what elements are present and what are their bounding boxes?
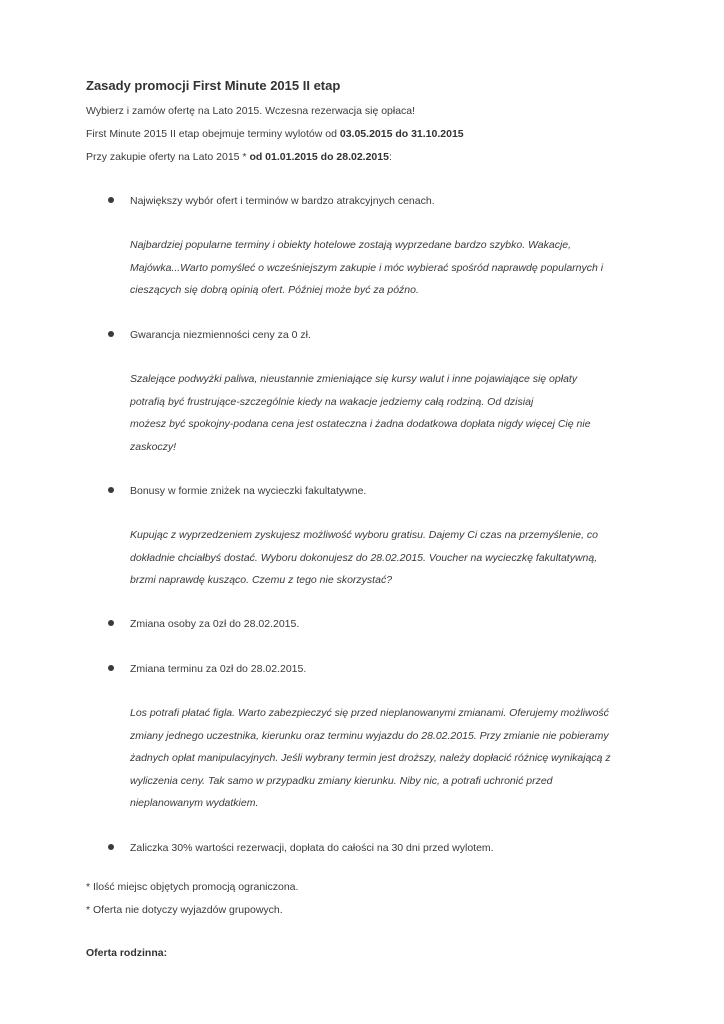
bullet-icon [108, 844, 114, 850]
bullet-item-2-description [130, 368, 650, 458]
description-line: Kupując z wyprzedzeniem zyskujesz możliwość wyboru gratisu. Dajemy Ci czas na przemyślenie, co [130, 529, 599, 541]
description-line: brzmi naprawdę kusząco. Czemu z tego nie skorzystać? [130, 574, 393, 586]
description-line: Majówka...Warto pomyśleć o wcześniejszym zakupie i móc wybierać spośród naprawdę popularnych i [130, 261, 604, 274]
bullet-icon [108, 665, 114, 671]
description-line: Najbardziej popularne terminy i obiekty hotelowe zostają wyprzedane bardzo szybko. Wakacje, [130, 239, 572, 251]
description-line: Los potrafi płatać figla. Warto zabezpieczyć się przed nieplanowanymi zmianami. Oferujemy możliwość [130, 707, 609, 719]
bullet-item-2-label: Gwarancja niezmienności ceny za 0 zł. [130, 329, 311, 341]
bullet-icon [108, 620, 114, 626]
description-line: cieszących się dobrą opinią ofert. Później może być za późno. [130, 284, 419, 296]
description-line: Szalejące podwyżki paliwa, nieustannie zmieniające się kursy walut i inne pojawiające się opłaty [130, 373, 578, 385]
description-line: nieplanowanym wydatkiem. [130, 797, 259, 809]
description-line: potrafią być frustrujące-szczególnie kiedy na wakacje jedziemy całą rodziną. Od dzisiaj [130, 395, 534, 408]
bullet-item-1-label: Największy wybór ofert i terminów w bardzo atrakcyjnych cenach. [130, 195, 435, 207]
intro-line-3-dates: od 01.01.2015 do 28.02.2015 [249, 151, 389, 163]
bullet-icon [108, 487, 114, 493]
description-line: wyliczenia ceny. Tak samo w przypadku zmiany kierunku. Niby nic, a potrafi uchronić przed [130, 774, 553, 787]
bullet-icon [108, 331, 114, 337]
footnote-2: * Oferta nie dotyczy wyjazdów grupowych. [86, 904, 283, 916]
intro-line-3-suffix: : [388, 151, 392, 163]
bullet-icon [108, 197, 114, 203]
description-line: możesz być spokojny-podana cena jest ostateczna i żadna dodatkowa dopłata nigdy więcej Cię nie [130, 418, 591, 430]
bullet-item-3-description [130, 524, 650, 592]
intro-line-2 [86, 127, 464, 141]
bullet-item-3-label: Bonusy w formie zniżek na wycieczki fakultatywne. [130, 485, 367, 497]
footnote-1: * Ilość miejsc objętych promocją ograniczona. [86, 881, 299, 893]
description-line: zaskoczy! [130, 440, 177, 453]
description-line: żadnych opłat manipulacyjnych. Jeśli wybrany termin jest droższy, należy dopłacić różnicę wynikającą z [130, 752, 611, 764]
intro-line-2-text: First Minute 2015 II etap obejmuje terminy wylotów od [86, 128, 340, 140]
section-heading-family-offer: Oferta rodzinna: [86, 947, 168, 959]
description-line: zmiany jednego uczestnika, kierunku oraz terminu wyjazdu do 28.02.2015. Przy zmianie nie pobieramy [130, 729, 609, 742]
bullet-item-6-label: Zaliczka 30% wartości rezerwacji, dopłata do całości na 30 dni przed wylotem. [130, 842, 494, 854]
intro-line-1: Wybierz i zamów ofertę na Lato 2015. Wczesna rezerwacja się opłaca! [86, 105, 416, 117]
intro-line-3 [86, 150, 392, 164]
document-title: Zasady promocji First Minute 2015 II etap [86, 78, 341, 93]
bullet-item-5-label: Zmiana terminu za 0zł do 28.02.2015. [130, 663, 307, 675]
bullet-item-4-label: Zmiana osoby za 0zł do 28.02.2015. [130, 618, 300, 630]
intro-line-2-dates: 03.05.2015 do 31.10.2015 [339, 128, 464, 140]
bullet-item-5-description [130, 702, 650, 815]
intro-line-3-text: Przy zakupie oferty na Lato 2015 * [86, 151, 250, 163]
bullet-item-1-description [130, 234, 650, 302]
description-line: dokładnie chciałbyś dostać. Wyboru dokonujesz do 28.02.2015. Voucher na wycieczkę fakultatywną, [130, 551, 598, 564]
